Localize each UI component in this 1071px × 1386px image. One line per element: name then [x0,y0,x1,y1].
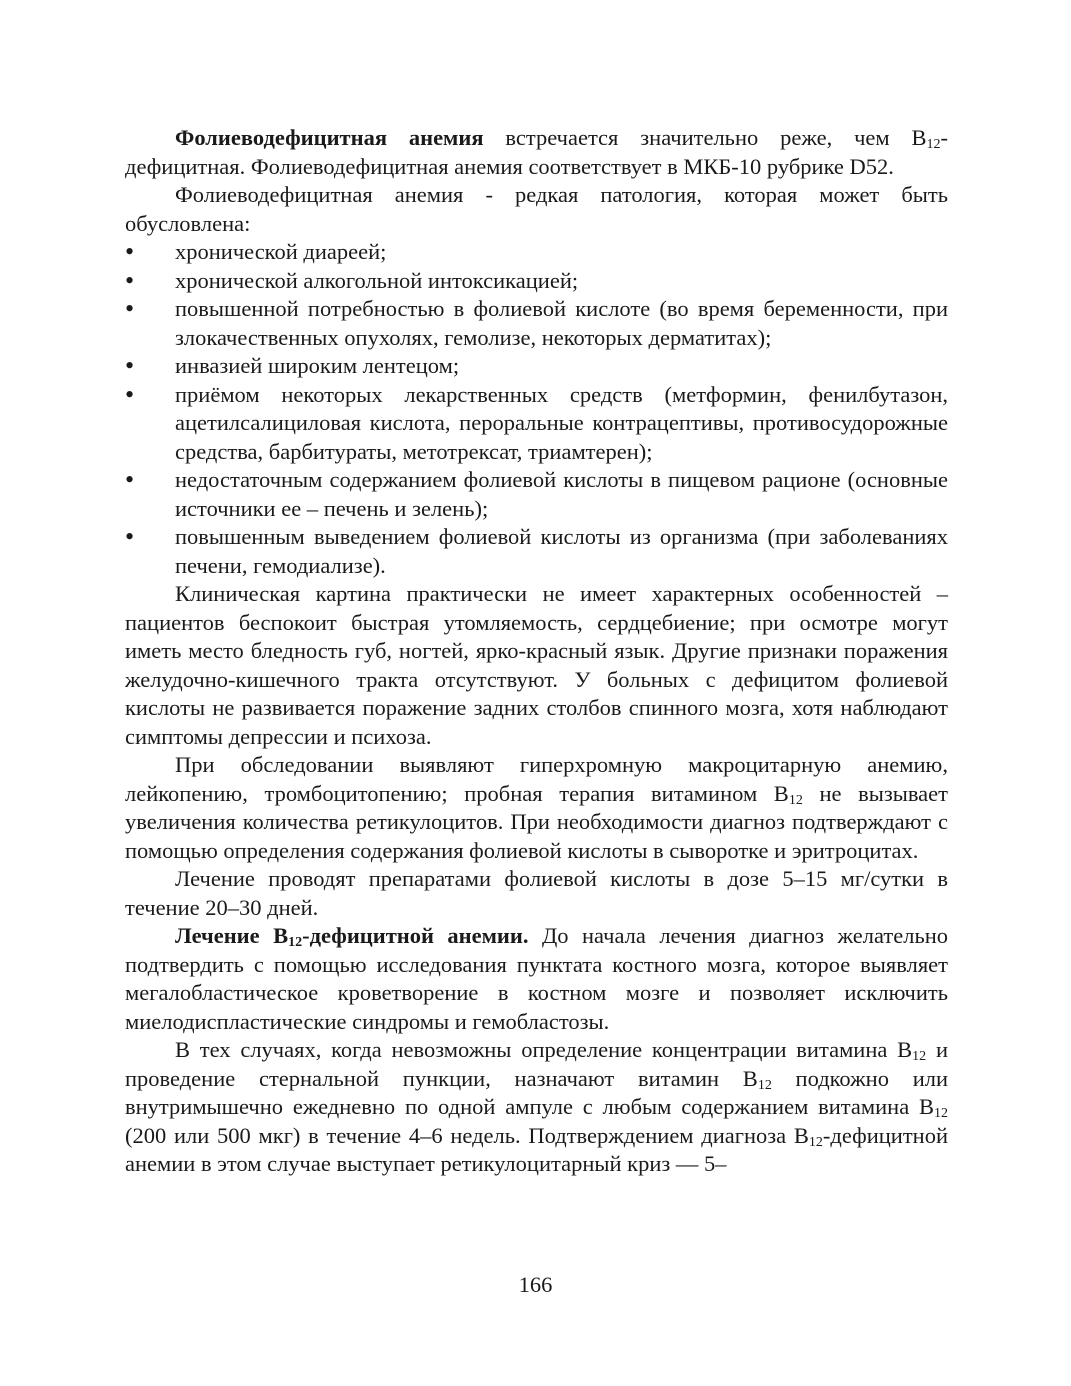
bullet-icon [125,267,141,297]
list-item-text: приёмом некоторых лекарственных средств (метформин, фенилбутазон, ацетилсалициловая кислота, пероральные контрацептивы, противосудорожные средства, барбитураты, метотрексат, триамтерен); [175,381,948,464]
list-item [125,381,948,467]
bullet-icon [125,352,141,382]
list-item-text: недостаточным содержанием фолиевой кислоты в пищевом рационе (основные источники ее – печень и зелень); [175,467,948,521]
bullet-icon [125,238,141,268]
bold-heading [175,923,528,948]
subscript: 12 [288,935,303,950]
list-item-text: повышенной потребностью в фолиевой кислоте (во время беременности, при злокачественных опухолях, гемолизе, некоторых дерматитах); [175,296,948,350]
text: В тех случаях, когда невозможны определение концентрации витамина В [175,1037,913,1062]
text: -дефицитной анемии в этом случае выступает ретикулоцитарный криз — 5– [125,1122,948,1176]
paragraph-examination [125,751,948,865]
text: встречается значительно реже, чем В [483,125,927,150]
paragraph-b12-administration [125,1036,948,1179]
subscript: 12 [757,1077,772,1093]
text: Лечение В [175,923,289,948]
bullet-icon [125,523,141,553]
subscript: 12 [934,1106,948,1121]
text: (200 или 500 мкг) в течение 4–6 недель. Подтверждением диагноза В [125,1122,809,1148]
paragraph-folate-intro [125,124,948,181]
subscript: 12 [926,137,941,152]
subscript: 12 [788,792,803,808]
subscript: 12 [808,1134,823,1150]
page-body [125,124,948,1179]
causes-list [125,238,948,580]
list-item [125,267,948,296]
list-item [125,238,948,267]
paragraph-causes-intro: Фолиеводефицитная анемия - редкая патология, которая может быть обусловлена: [125,182,948,236]
paragraph-treatment-folate: Лечение проводят препаратами фолиевой кислоты в дозе 5–15 мг/сутки в течение 20–30 дней. [125,866,948,920]
text: При обследовании выявляют гиперхромную макроцитарную анемию, лейкопению, тромбоцитопению; пробная терапия витамином В [125,752,948,806]
list-item-text: инвазией широким лентецом; [175,353,460,378]
paragraph-treatment-b12 [125,922,948,1036]
list-item [125,295,948,352]
bold-term: Фолиеводефицитная анемия [175,125,484,150]
list-item [125,523,948,580]
text: -дефицитной анемии. [302,923,529,948]
bullet-icon [125,381,141,411]
list-item-text: хронической алкогольной интоксикацией; [175,267,579,293]
text: -дефицитная. Фолиеводефицитная анемия соответствует в МКБ-10 рубрике D52. [125,125,948,179]
text: не вызывает увеличения количества ретикулоцитов. При необходимости диагноз подтверждают с помощью определения содержания фолиевой кислоты в сыворотке и эритроцитах. [125,780,948,863]
list-item [125,352,948,381]
list-item [125,466,948,523]
paragraph-clinical-picture: Клиническая картина практически не имеет характерных особенностей – пациентов беспокоит быстрая утомляемость, сердцебиение; при осмотре могут иметь место бледность губ, ногтей, ярко-красный язык. Другие признаки поражения желудочно-кишечного тракта отсутствуют. У больных с дефицитом фолиевой кислоты не развивается поражение задних столбов спинного мозга, хотя наблюдают симптомы депрессии и психоза. [125,581,948,749]
bullet-icon [125,295,141,325]
text: подкожно или внутримышечно ежедневно по одной ампуле с любым содержанием витамина В [125,1065,949,1119]
list-item-text: повышенным выведением фолиевой кислоты из организма (при заболеваниях печени, гемодиализе). [175,524,948,578]
text: и проведение стернальной пункции, назначают витамин В [125,1037,948,1091]
list-item-text: хронической диареей; [175,239,387,264]
subscript: 12 [912,1049,927,1064]
page-number: 166 [518,1272,553,1297]
bullet-icon [125,466,141,496]
text: До начала лечения диагноз желательно подтвердить с помощью исследования пунктата костного мозга, которое выявляет мегалобластическое кроветворение в костном мозге и позволяет исключить миелодиспластические синдромы и гемобластозы. [125,923,948,1034]
